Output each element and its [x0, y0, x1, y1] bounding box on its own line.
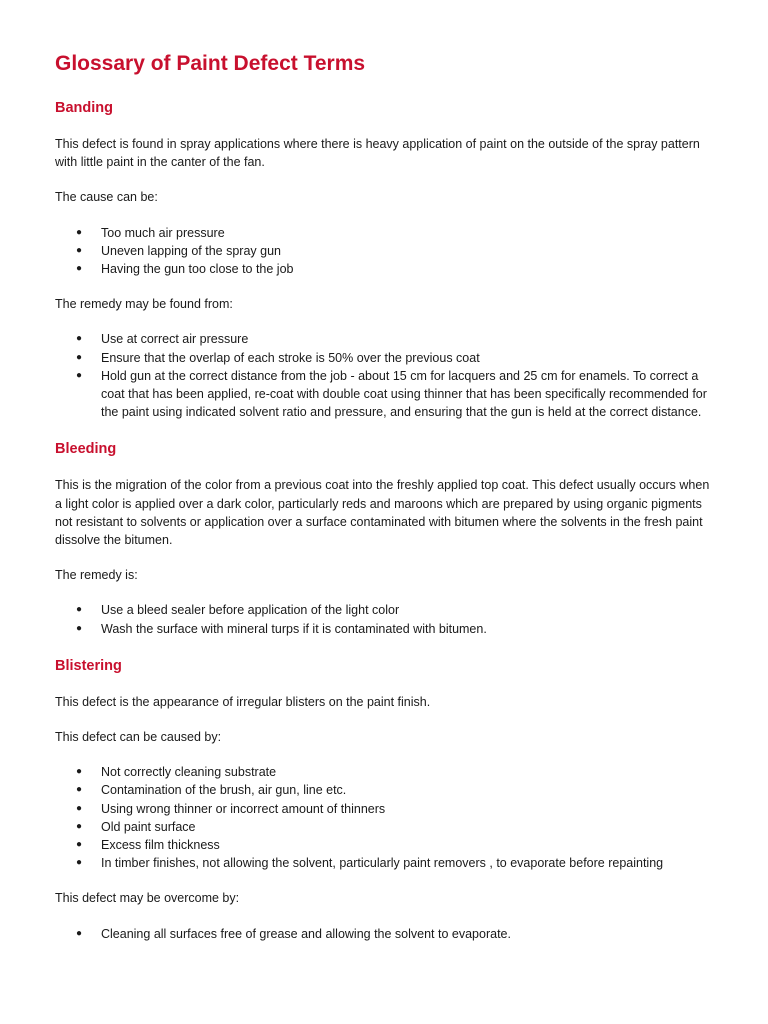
list-item-text: Cleaning all surfaces free of grease and allowing the solvent to evaporate. — [101, 926, 511, 941]
list-item-text: In timber finishes, not allowing the solvent, particularly paint removers , to evaporate before repainting — [101, 856, 664, 871]
section-heading: Banding — [55, 100, 113, 116]
bullet-icon: ● — [76, 622, 83, 634]
bullet-icon: ● — [76, 857, 83, 869]
bullet-icon: ● — [76, 839, 83, 851]
bullet-icon: ● — [76, 820, 83, 832]
list-item-text: Excess film thickness — [101, 838, 220, 853]
section-bleeding — [55, 439, 715, 637]
list-item — [55, 367, 715, 422]
cause-list — [55, 224, 715, 279]
bullet-icon: ● — [76, 784, 83, 796]
page-title: Glossary of Paint Defect Terms — [55, 52, 366, 75]
section-intro: This is the migration of the color from a previous coat into the freshly applied top coat. This defect usually occurs when a light color is applied over a dark color, particularly reds and maroons which are prepared by using organic pigments not resistant to solvents or application over a surface contaminated with bitumen where the solvents in the fresh paint dissolve the bitumen. — [55, 478, 710, 548]
section-heading: Blistering — [55, 657, 122, 674]
list-item — [55, 763, 715, 781]
list-item — [55, 620, 715, 638]
list-item — [55, 781, 715, 799]
bullet-icon: ● — [76, 802, 83, 814]
section-heading: Bleeding — [55, 441, 117, 458]
list-item — [55, 800, 715, 818]
list-item-text: Uneven lapping of the spray gun — [101, 243, 281, 258]
section-intro: This defect is the appearance of irregular blisters on the paint finish. — [55, 694, 431, 709]
list-item-text: Having the gun too close to the job — [101, 262, 294, 277]
document-page — [55, 50, 715, 960]
bullet-icon: ● — [76, 369, 83, 381]
remedy-label: The remedy may be found from: — [55, 297, 233, 312]
list-item — [55, 836, 715, 854]
bullet-icon: ● — [76, 244, 83, 256]
remedy-list — [55, 330, 715, 421]
list-item-text: Use at correct air pressure — [101, 332, 249, 347]
list-item-text: Not correctly cleaning substrate — [101, 765, 277, 780]
bullet-icon: ● — [76, 604, 83, 616]
remedy-label: The remedy is: — [55, 568, 138, 583]
list-item — [55, 854, 715, 872]
list-item — [55, 818, 715, 836]
list-item — [55, 260, 715, 278]
list-item — [55, 925, 715, 943]
list-item-text: Too much air pressure — [101, 225, 225, 240]
section-blistering — [55, 656, 715, 943]
cause-label: The cause can be: — [55, 190, 158, 205]
remedy-list — [55, 925, 715, 943]
section-banding — [55, 98, 715, 421]
cause-list — [55, 763, 715, 872]
bullet-icon: ● — [76, 351, 83, 363]
bullet-icon: ● — [76, 333, 83, 345]
list-item-text: Old paint surface — [101, 819, 196, 834]
list-item-text: Contamination of the brush, air gun, line etc. — [101, 783, 347, 798]
list-item-text: Hold gun at the correct distance from the job - about 15 cm for lacquers and 25 cm for enamels. To correct a coat that has been applied, re-coat with double coat using thinner that has been specifically recommended for the paint using indicated solvent ratio and pressure, and ensuring that the gun is held at the correct distance. — [101, 368, 707, 420]
list-item — [55, 242, 715, 260]
list-item-text: Wash the surface with mineral turps if it is contaminated with bitumen. — [101, 621, 487, 636]
cause-label: This defect can be caused by: — [55, 730, 222, 745]
list-item-text: Ensure that the overlap of each stroke is 50% over the previous coat — [101, 350, 480, 365]
list-item-text: Using wrong thinner or incorrect amount of thinners — [101, 801, 386, 816]
bullet-icon: ● — [76, 927, 83, 939]
bullet-icon: ● — [76, 263, 83, 275]
section-intro: This defect is found in spray applications where there is heavy application of paint on the outside of the spray pattern with little paint in the canter of the fan. — [55, 137, 700, 170]
remedy-list — [55, 601, 715, 637]
bullet-icon: ● — [76, 766, 83, 778]
list-item — [55, 330, 715, 348]
list-item-text: Use a bleed sealer before application of the light color — [101, 603, 400, 618]
bullet-icon: ● — [76, 226, 83, 238]
remedy-label: This defect may be overcome by: — [55, 891, 240, 906]
list-item — [55, 601, 715, 619]
list-item — [55, 349, 715, 367]
list-item — [55, 224, 715, 242]
